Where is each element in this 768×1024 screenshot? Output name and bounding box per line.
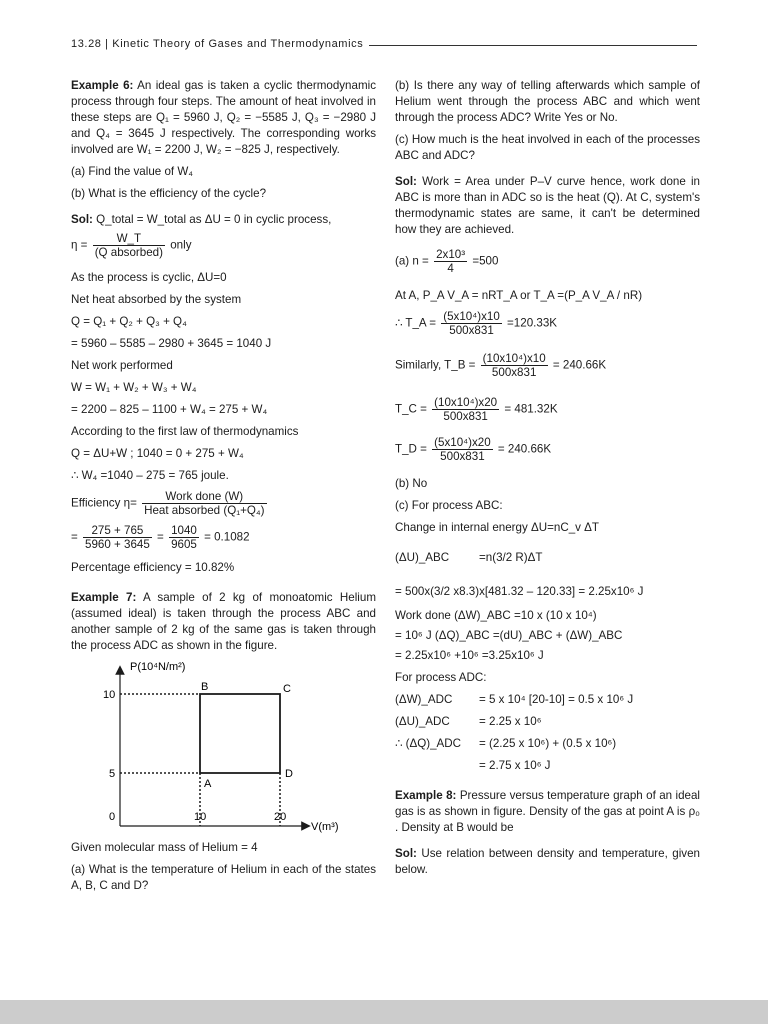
example-6 [71,78,376,158]
n-fraction [434,248,467,275]
sol8-label: Sol: [395,847,417,860]
tc-lhs: T_C = [395,402,427,416]
tb-formula [395,352,700,384]
ta-formula [395,310,700,342]
u-adc-lhs: (ΔU)_ADC [395,715,450,728]
td-fraction [432,436,493,463]
td-lhs: T_D = [395,442,427,456]
tc-fraction [432,396,499,423]
eff2-result: = 0.1082 [204,530,250,544]
eff-num: Work done (W) [142,490,266,504]
example-8-solution [395,846,700,878]
ta-lhs: ∴ T_A = [395,316,437,330]
work-done-abc: Work done (ΔW)_ABC =10 x (10 x 10⁴) [395,609,597,622]
moles-formula [395,248,700,280]
line-net-work: Net work performed [71,359,173,372]
x-axis-label: V(m³) [311,821,339,833]
du-abc-rhs: =n(3/2 R)ΔT [479,551,543,564]
state-a-eq: At A, P_A V_A = nRT_A or T_A =(P_A V_A / nR) [395,289,643,302]
eff-lhs: Efficiency η= [71,496,137,510]
line-w4-result: ∴ W₄ =1040 – 275 = 765 joule. [71,469,229,482]
eff2-num-1: 275 + 765 [83,524,152,538]
work-done-abc-3: = 2.25x10⁶ +10⁶ =3.25x10⁶ J [395,649,544,662]
eff2-fraction-1 [83,524,152,551]
y-axis-label: P(10⁴N/m²) [130,661,186,673]
td-num: (5x10⁴)x20 [434,436,491,449]
example-7-label: Example 7: [71,591,137,604]
w-adc-row [395,692,700,708]
internal-energy: Change in internal energy ΔU=nC_v ΔT [395,521,599,534]
line-w-value: = 2200 – 825 – 1100 + W₄ = 275 + W₄ [71,403,268,416]
w-adc-rhs: = 5 x 10⁴ [20-10] = 0.5 x 10⁶ J [479,693,634,706]
example-8-label: Example 8: [395,789,457,802]
n-den: 4 [447,262,454,275]
molecular-mass: Given molecular mass of Helium = 4 [71,841,258,854]
w-adc-lhs: (ΔW)_ADC [395,693,453,706]
example-6-label: Example 6: [71,79,134,92]
ex7-question-b: (b) Is there any way of telling afterwards which sample of Helium went through the process ABC and which went through the process ADC? Write Yes or No. [395,79,700,124]
tb-den: 500x831 [491,366,537,379]
ta-den: 500x831 [449,324,494,337]
sol-text-r: Work = Area under P–V curve hence, work done in ABC is more than in ADC so is the heat (Q). At C, system's thermodynamic states are same, it can't be determined how they are achieved. [395,175,700,236]
sol8-text: Use relation between density and temperature, given below. [395,847,700,876]
q-adc-row-2 [395,758,700,774]
line-w-sum: W = W₁ + W₂ + W₃ + W₄ [71,381,197,394]
example-7-text: A sample of 2 kg of monoatomic Helium (assumed ideal) is taken through the process ABC and another sample of 2 kg of the same gas is taken through the process ADC as shown in the figure. [71,591,376,652]
line-q-sum: Q = Q₁ + Q₂ + Q₃ + Q₄ [71,315,187,328]
eff2-den-2: 9605 [171,538,197,551]
eta-den: (Q absorbed) [94,246,163,259]
efficiency-value [71,524,376,556]
x-tick-20: 20 [274,811,287,823]
line-net-heat: Net heat absorbed by the system [71,293,242,306]
origin-label: 0 [109,811,116,823]
line-q-value: = 5960 – 5585 – 2980 + 3645 = 1040 J [71,337,272,350]
ex7-solution [395,174,700,238]
example-7 [71,590,376,654]
du-abc-value: = 500x(3/2 x8.3)x[481.32 – 120.33] = 2.25x10⁶ J [395,585,644,598]
point-d-label: D [285,768,293,780]
eff2-eq: = [71,530,78,544]
process-abc: (c) For process ABC: [395,499,503,512]
n-result: =500 [472,254,499,268]
ex7-question-a: (a) What is the temperature of Helium in each of the states A, B, C and D? [71,863,376,892]
header-title: 13.28 | Kinetic Theory of Gases and Thermodynamics [71,38,369,50]
pv-diagram [71,660,376,840]
left-column [71,78,376,894]
example-8-text: Pressure versus temperature graph of an ideal gas is as shown in figure. Density of the gas at point A is ρ₀ . Density at B would be [395,789,700,834]
q-adc-row [395,736,700,752]
tc-result: = 481.32K [504,402,558,416]
work-done-abc-2: = 10⁶ J (ΔQ)_ABC =(dU)_ABC + (ΔW)_ABC [395,629,623,642]
ex6-question-b: (b) What is the efficiency of the cycle? [71,187,267,200]
eta-fraction [93,232,165,259]
tc-den: 500x831 [443,410,488,423]
sol-label: Sol: [71,213,93,226]
tb-result: = 240.66K [552,358,607,372]
ex6-solution-line [71,212,376,228]
eta-lhs: η = [71,238,88,252]
percentage-efficiency: Percentage efficiency = 10.82% [71,561,235,574]
q-adc-lhs: ∴ (ΔQ)_ADC [395,737,462,750]
u-adc-rhs: = 2.25 x 10⁶ [479,715,542,728]
point-b-label: B [201,681,209,693]
cycle-rectangle [200,694,280,773]
tc-num: (10x10⁴)x20 [434,396,498,409]
ex6-question-a: (a) Find the value of W₄ [71,165,194,178]
tb-fraction [481,352,548,379]
sol-line-1: Q_total = W_total as ΔU = 0 in cyclic process, [96,213,332,226]
q-adc-rhs: = (2.25 x 10⁶) + (0.5 x 10⁶) [479,737,617,750]
eta-formula [71,232,376,266]
example-8 [395,788,700,836]
eta-tail: only [170,238,192,252]
eff2-num-2: 1040 [171,524,197,537]
point-a-label: A [204,778,212,790]
page-header [71,38,697,52]
process-adc: For process ADC: [395,671,487,684]
td-formula [395,436,700,468]
eta-num: W_T [93,232,165,246]
n-lhs: (a) n = [395,254,429,268]
tb-lhs: Similarly, T_B = [395,358,476,372]
du-abc-lhs: (ΔU)_ABC [395,551,450,564]
y-tick-5: 5 [109,768,116,780]
sol-label-r: Sol: [395,175,417,188]
x-tick-10: 10 [194,811,207,823]
line-first-law-eq: Q = ΔU+W ; 1040 = 0 + 275 + W₄ [71,447,244,460]
eff2-mid: = [157,530,164,544]
tb-num: (10x10⁴)x10 [482,352,546,365]
q-adc-result: = 2.75 x 10⁶ J [479,759,551,772]
eff-fraction [142,490,266,517]
footer-band [0,1000,768,1024]
eff2-fraction-2 [169,524,199,551]
example-6-text: An ideal gas is taken a cyclic thermodynamic process through four steps. The amount of heat involved in these steps are Q₁ = 5960 J, Q₂ = −5585 J, Q₃ = −2980 J and Q₄ = 3645 J respectively. The corresponding works involved are W₁ = 2200 J, W₂ = −825 J, respectively. [71,79,376,156]
ta-num: (5x10⁴)x10 [443,310,500,323]
y-tick-10: 10 [103,689,116,701]
ta-result: =120.33K [507,316,557,330]
ex7-question-c: (c) How much is the heat involved in each of the processes ABC and ADC? [395,133,700,162]
du-abc-row [395,550,700,566]
right-column [395,78,700,878]
line-cyclic: As the process is cyclic, ΔU=0 [71,271,227,284]
ta-fraction [441,310,502,337]
answer-b: (b) No [395,477,428,490]
tc-formula [395,396,700,428]
eff2-den-1: 5960 + 3645 [85,538,150,551]
point-c-label: C [283,683,291,695]
td-result: = 240.66K [497,442,552,456]
n-num: 2x10³ [436,248,466,261]
efficiency-formula [71,490,376,522]
u-adc-row [395,714,700,730]
eff-den: Heat absorbed (Q₁+Q₄) [144,504,265,517]
line-first-law: According to the first law of thermodynamics [71,425,299,438]
td-den: 500x831 [440,450,485,463]
